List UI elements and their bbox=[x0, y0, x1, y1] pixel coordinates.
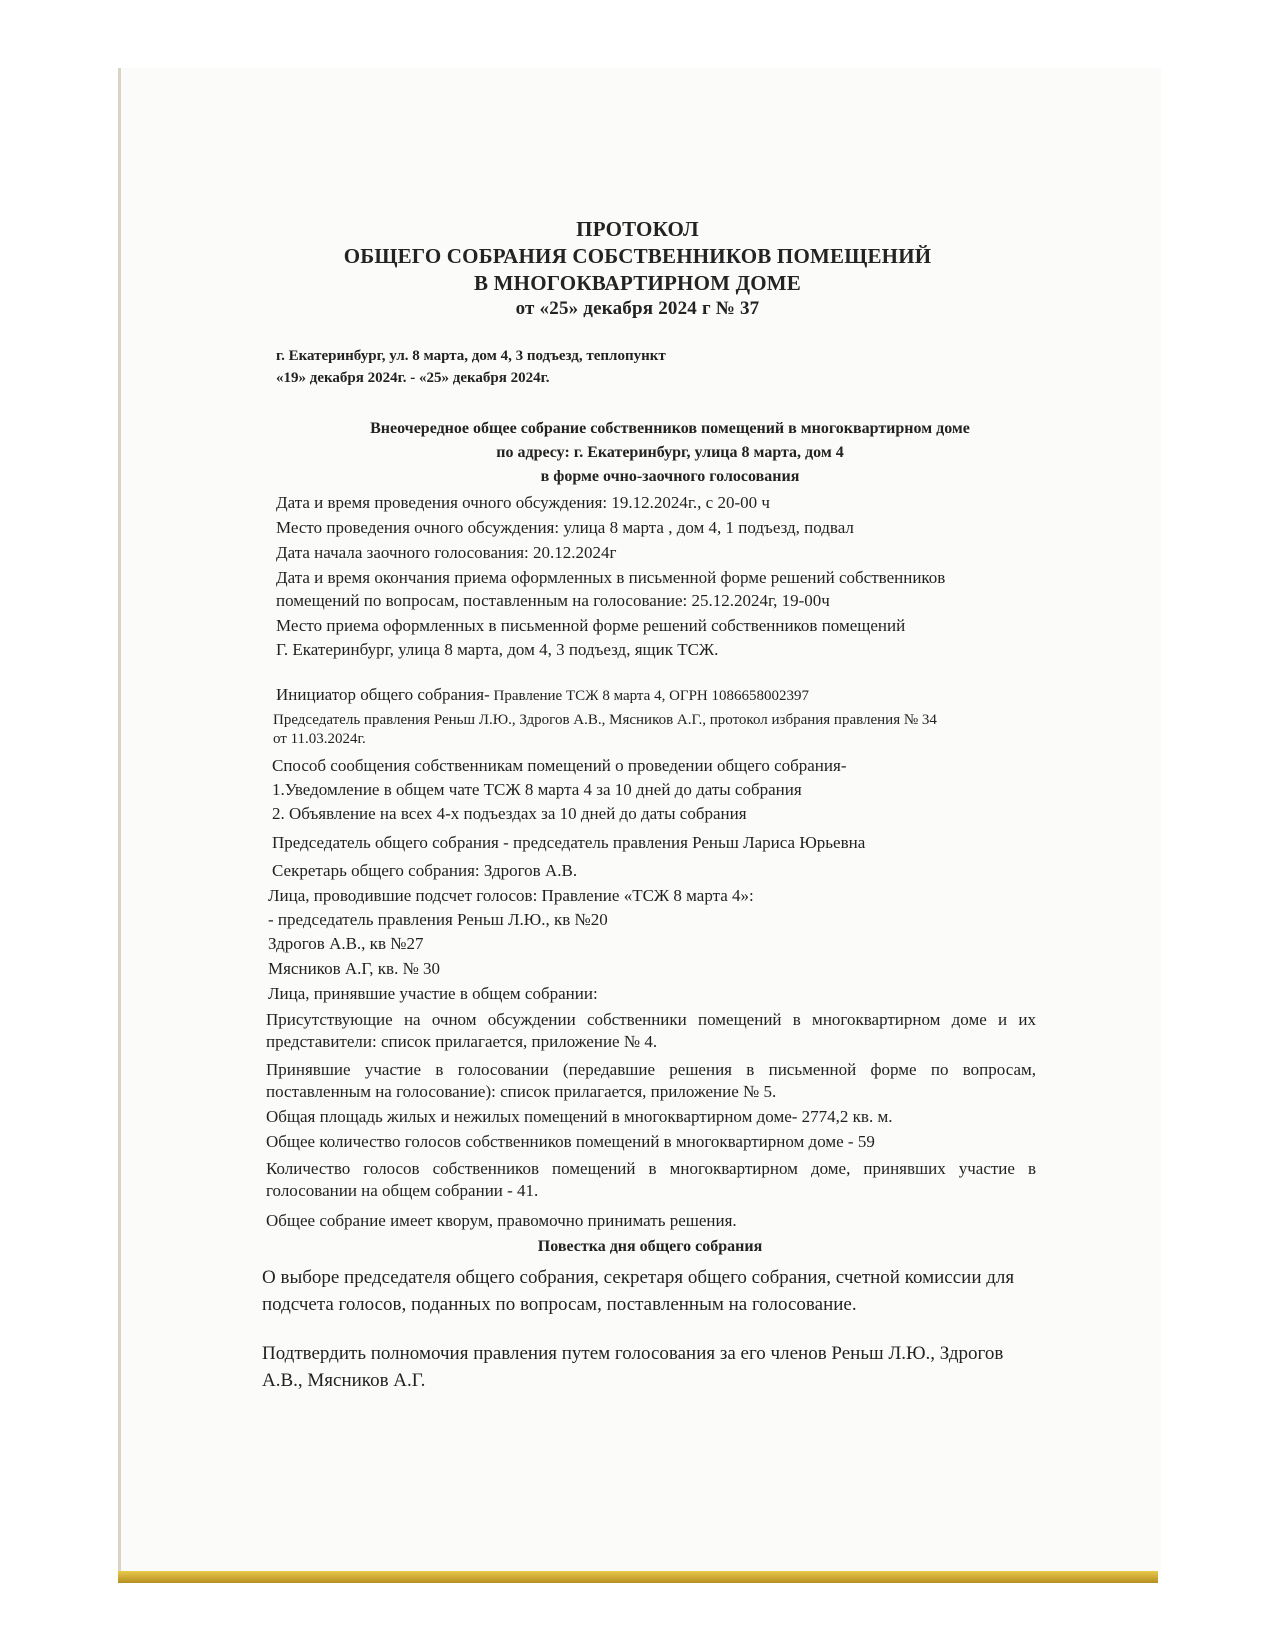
initiator bbox=[276, 685, 1076, 705]
initiator-value: Правление ТСЖ 8 марта 4, ОГРН 1086658002397 bbox=[489, 688, 809, 704]
notification-method: Способ сообщения собственникам помещений о проведении общего собрания- bbox=[272, 756, 847, 775]
vote-counters-heading: Лица, проводившие подсчет голосов: Правление «ТСЖ 8 марта 4»: bbox=[268, 886, 754, 905]
board-protocol-date: от 11.03.2024г. bbox=[273, 731, 366, 747]
meeting-chair: Председатель общего собрания - председатель правления Реньш Лариса Юрьевна bbox=[272, 833, 866, 852]
board-members: Председатель правления Реньш Л.Ю., Здрогов А.В., Мясников А.Г., протокол избрания правления № 34 bbox=[273, 712, 937, 728]
agenda-heading: Повестка дня общего собрания bbox=[537, 1238, 763, 1255]
decisions-deadline-line1: Дата и время окончания приема оформленных в письменной форме решений собственников bbox=[276, 568, 946, 587]
meeting-secretary: Секретарь общего собрания: Здрогов А.В. bbox=[272, 861, 578, 880]
document-subtitle-line1: ОБЩЕГО СОБРАНИЯ СОБСТВЕННИКОВ ПОМЕЩЕНИЙ bbox=[343, 244, 932, 268]
notification-item-2: 2. Объявление на всех 4-х подъездах за 10 дней до даты собрания bbox=[272, 804, 747, 823]
participants-heading: Лица, принявшие участие в общем собрании: bbox=[268, 984, 598, 1003]
in-person-datetime: Дата и время проведения очного обсуждения: 19.12.2024г., с 20-00 ч bbox=[276, 493, 770, 512]
vote-counter-1: - председатель правления Реньш Л.Ю., кв №20 bbox=[268, 910, 608, 929]
decisions-place-line1: Место приема оформленных в письменной форме решений собственников помещений bbox=[276, 616, 906, 635]
in-person-place: Место проведения очного обсуждения: улица 8 марта , дом 4, 1 подъезд, подвал bbox=[276, 518, 854, 537]
agenda-item-2: Подтвердить полномочия правления путем голосования за его членов Реньш Л.Ю., Здрогов А.В., Мясников А.Г. bbox=[262, 1343, 1004, 1391]
meeting-period: «19» декабря 2024г. - «25» декабря 2024г. bbox=[276, 370, 550, 386]
agenda-item-1: О выборе председателя общего собрания, секретаря общего собрания, счетной комиссии для подсчета голосов, поданных по вопросам, поставленным на голосование. bbox=[262, 1267, 1015, 1315]
page-bottom-edge bbox=[118, 1571, 1158, 1583]
quorum-statement: Общее собрание имеет кворум, правомочно принимать решения. bbox=[266, 1211, 737, 1230]
protocol-date-number: от «25» декабря 2024 г № 37 bbox=[515, 298, 760, 319]
notification-item-1: 1.Уведомление в общем чате ТСЖ 8 марта 4 за 10 дней до даты собрания bbox=[272, 780, 802, 799]
participating-votes: Количество голосов собственников помещений в многоквартирном доме, принявших участие в голосовании на общем собрании - 41. bbox=[266, 1159, 1036, 1200]
vote-counter-3: Мясников А.Г, кв. № 30 bbox=[268, 959, 441, 978]
present-owners: Присутствующие на очном обсуждении собственники помещений в многоквартирном доме и их представители: список прилагается, приложение № 4. bbox=[266, 1010, 1036, 1051]
total-area: Общая площадь жилых и нежилых помещений в многоквартирном доме- 2774,2 кв. м. bbox=[266, 1107, 893, 1126]
meeting-type-line1: Внеочередное общее собрание собственников помещений в многоквартирном доме bbox=[370, 420, 970, 437]
initiator-label: Инициатор общего собрания- bbox=[276, 685, 490, 704]
decisions-place-line2: Г. Екатеринбург, улица 8 марта, дом 4, 3 подъезд, ящик ТСЖ. bbox=[276, 640, 719, 659]
document-title: ПРОТОКОЛ bbox=[576, 217, 699, 241]
voting-participants: Принявшие участие в голосовании (передавшие решения в письменной форме по вопросам, поставленным на голосование): список прилагается, приложение № 5. bbox=[266, 1060, 1036, 1101]
total-votes: Общее количество голосов собственников помещений в многоквартирном доме - 59 bbox=[266, 1132, 875, 1151]
document-subtitle-line2: В МНОГОКВАРТИРНОМ ДОМЕ bbox=[474, 271, 801, 295]
vote-counter-2: Здрогов А.В., кв №27 bbox=[268, 934, 424, 953]
decisions-deadline-line2: помещений по вопросам, поставленным на голосование: 25.12.2024г, 19-00ч bbox=[276, 591, 830, 610]
absentee-start-date: Дата начала заочного голосования: 20.12.2024г bbox=[276, 543, 617, 562]
meeting-address: г. Екатеринбург, ул. 8 марта, дом 4, 3 подъезд, теплопункт bbox=[276, 348, 666, 364]
meeting-type-line2: по адресу: г. Екатеринбург, улица 8 марта, дом 4 bbox=[496, 444, 844, 461]
meeting-type-line3: в форме очно-заочного голосования bbox=[540, 468, 800, 485]
